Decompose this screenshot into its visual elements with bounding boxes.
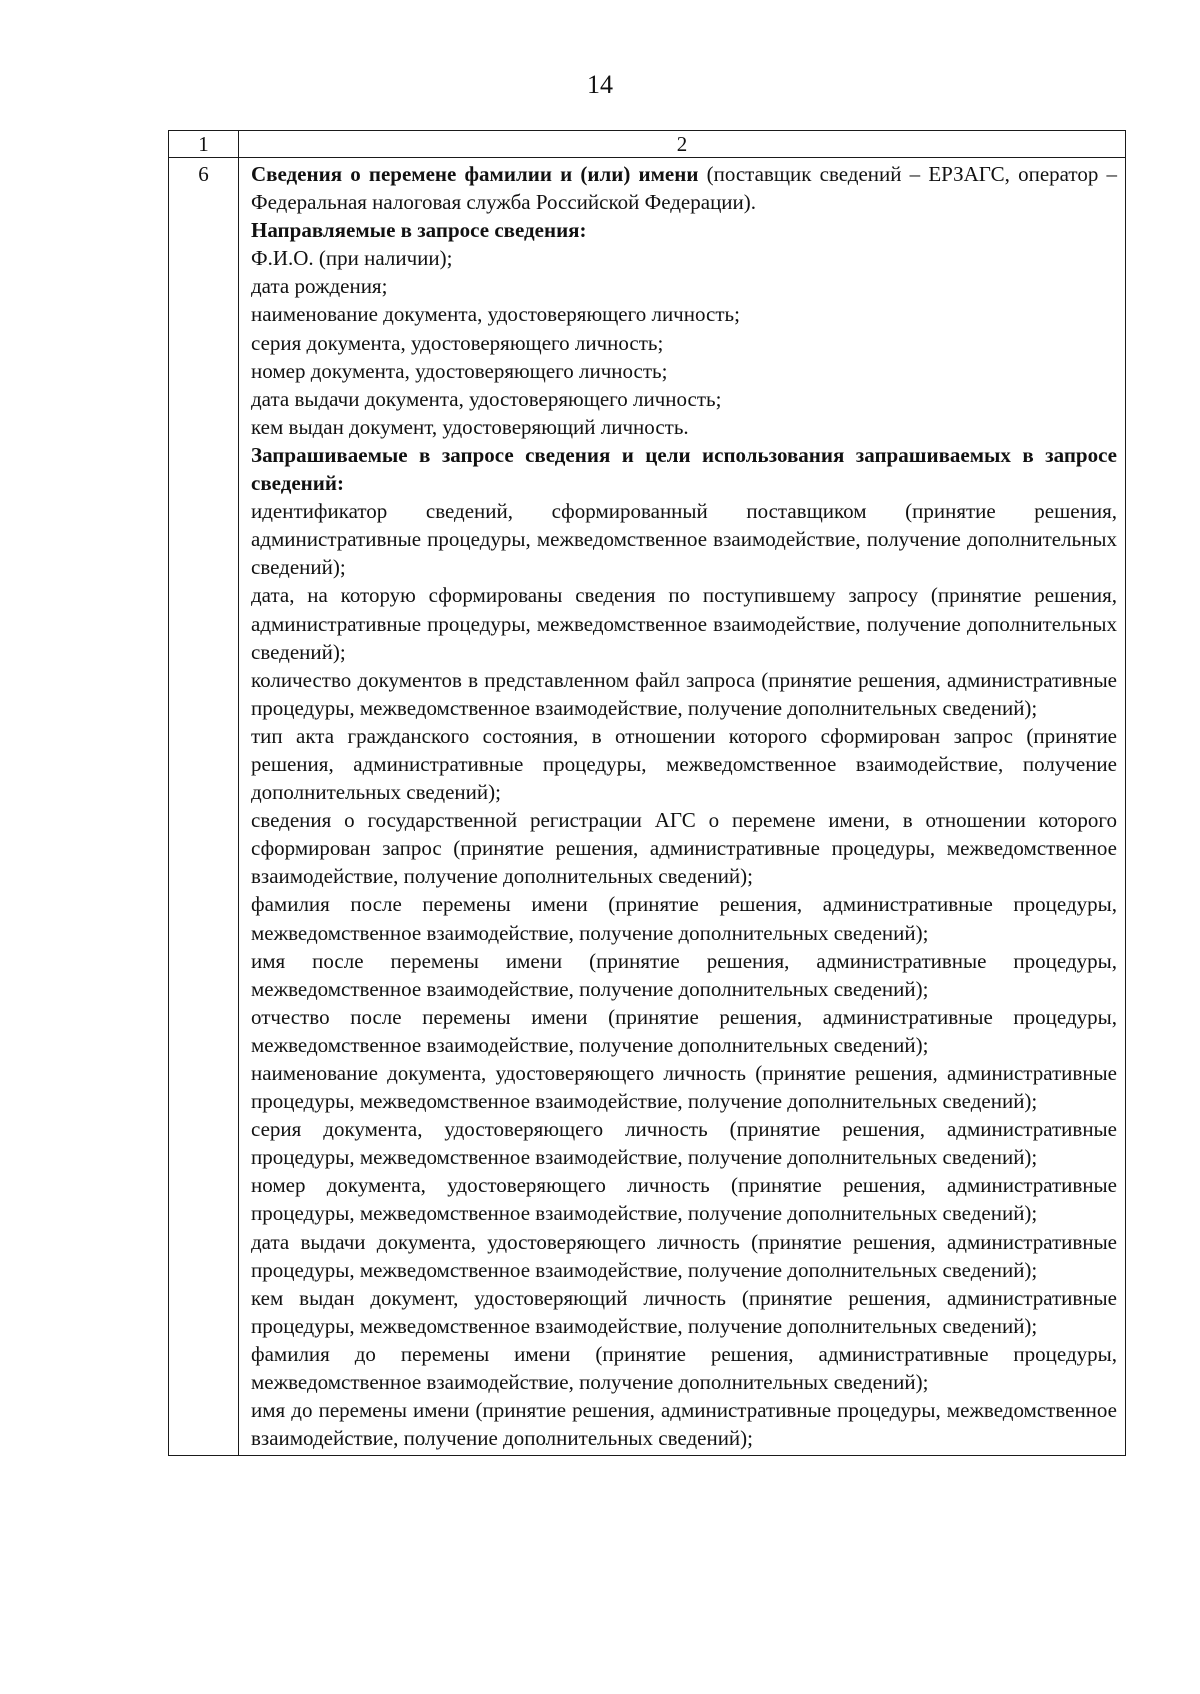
requested-heading: Запрашиваемые в запросе сведения и цели использования запрашиваемых в запросе сведений:: [251, 442, 1117, 496]
row-title-rest: (поставщик сведений – ЕРЗАГС, оператор – Федеральная налоговая служба Российской Федерации).: [251, 162, 1117, 215]
sent-items-list: [251, 244, 1117, 441]
list-item: сведения о государственной регистрации АГС о перемене имени, в отношении которого сформирован запрос (принятие решения, административные процедуры, межведомственное взаимодействие, получение дополнительных сведений);: [251, 808, 1117, 889]
data-table: [168, 130, 1126, 1456]
list-item: дата выдачи документа, удостоверяющего личность;: [251, 386, 722, 411]
table-header-row: [169, 131, 1126, 158]
list-item: тип акта гражданского состояния, в отношении которого сформирован запрос (принятие решения, административные процедуры, межведомственное взаимодействие, получение дополнительных сведений);: [251, 723, 1117, 805]
list-item: серия документа, удостоверяющего личность;: [251, 330, 664, 355]
list-item: идентификатор сведений, сформированный поставщиком (принятие решения, административные процедуры, межведомственное взаимодействие, получение дополнительных сведений);: [251, 499, 1117, 580]
row-title-bold: Сведения о перемене фамилии и (или) имени: [251, 162, 699, 186]
list-item: фамилия после перемены имени (принятие решения, административные процедуры, межведомственное взаимодействие, получение дополнительных сведений);: [251, 892, 1117, 945]
list-item: дата, на которую сформированы сведения по поступившему запросу (принятие решения, административные процедуры, межведомственное взаимодействие, получение дополнительных сведений);: [251, 583, 1117, 664]
list-item: номер документа, удостоверяющего личность (принятие решения, административные процедуры, межведомственное взаимодействие, получение дополнительных сведений);: [251, 1173, 1117, 1226]
column-header-1: 1: [169, 131, 239, 158]
list-item: кем выдан документ, удостоверяющий личность.: [251, 414, 689, 439]
list-item: серия документа, удостоверяющего личность (принятие решения, административные процедуры, межведомственное взаимодействие, получение дополнительных сведений);: [251, 1117, 1117, 1170]
row-number: 6: [169, 158, 239, 1456]
list-item: имя после перемены имени (принятие решения, административные процедуры, межведомственное взаимодействие, получение дополнительных сведений);: [251, 948, 1117, 1001]
row-content: [239, 158, 1126, 1456]
sent-heading: Направляемые в запросе сведения:: [251, 218, 587, 243]
list-item: дата выдачи документа, удостоверяющего личность (принятие решения, административные процедуры, межведомственное взаимодействие, получение дополнительных сведений);: [251, 1229, 1117, 1282]
page-number: 14: [587, 70, 613, 99]
table-row: [169, 158, 1126, 1456]
list-item: фамилия до перемены имени (принятие решения, административные процедуры, межведомственное взаимодействие, получение дополнительных сведений);: [251, 1341, 1117, 1395]
list-item: отчество после перемены имени (принятие решения, административные процедуры, межведомственное взаимодействие, получение дополнительных сведений);: [251, 1004, 1117, 1057]
list-item: наименование документа, удостоверяющего личность (принятие решения, административные процедуры, межведомственное взаимодействие, получение дополнительных сведений);: [251, 1061, 1117, 1114]
list-item: имя до перемены имени (принятие решения, административные процедуры, межведомственное взаимодействие, получение дополнительных сведений);: [251, 1398, 1117, 1451]
list-item: количество документов в представленном файл запроса (принятие решения, административные процедуры, межведомственное взаимодействие, получение дополнительных сведений);: [251, 667, 1117, 720]
list-item: наименование документа, удостоверяющего личность;: [251, 302, 740, 327]
requested-items-list: [251, 497, 1117, 1452]
list-item: кем выдан документ, удостоверяющий личность (принятие решения, административные процедуры, межведомственное взаимодействие, получение дополнительных сведений);: [251, 1285, 1117, 1338]
list-item: дата рождения;: [251, 274, 388, 299]
column-header-2: 2: [239, 131, 1126, 158]
list-item: Ф.И.О. (при наличии);: [251, 246, 453, 271]
list-item: номер документа, удостоверяющего личность;: [251, 358, 668, 383]
row-title: [251, 160, 1117, 216]
